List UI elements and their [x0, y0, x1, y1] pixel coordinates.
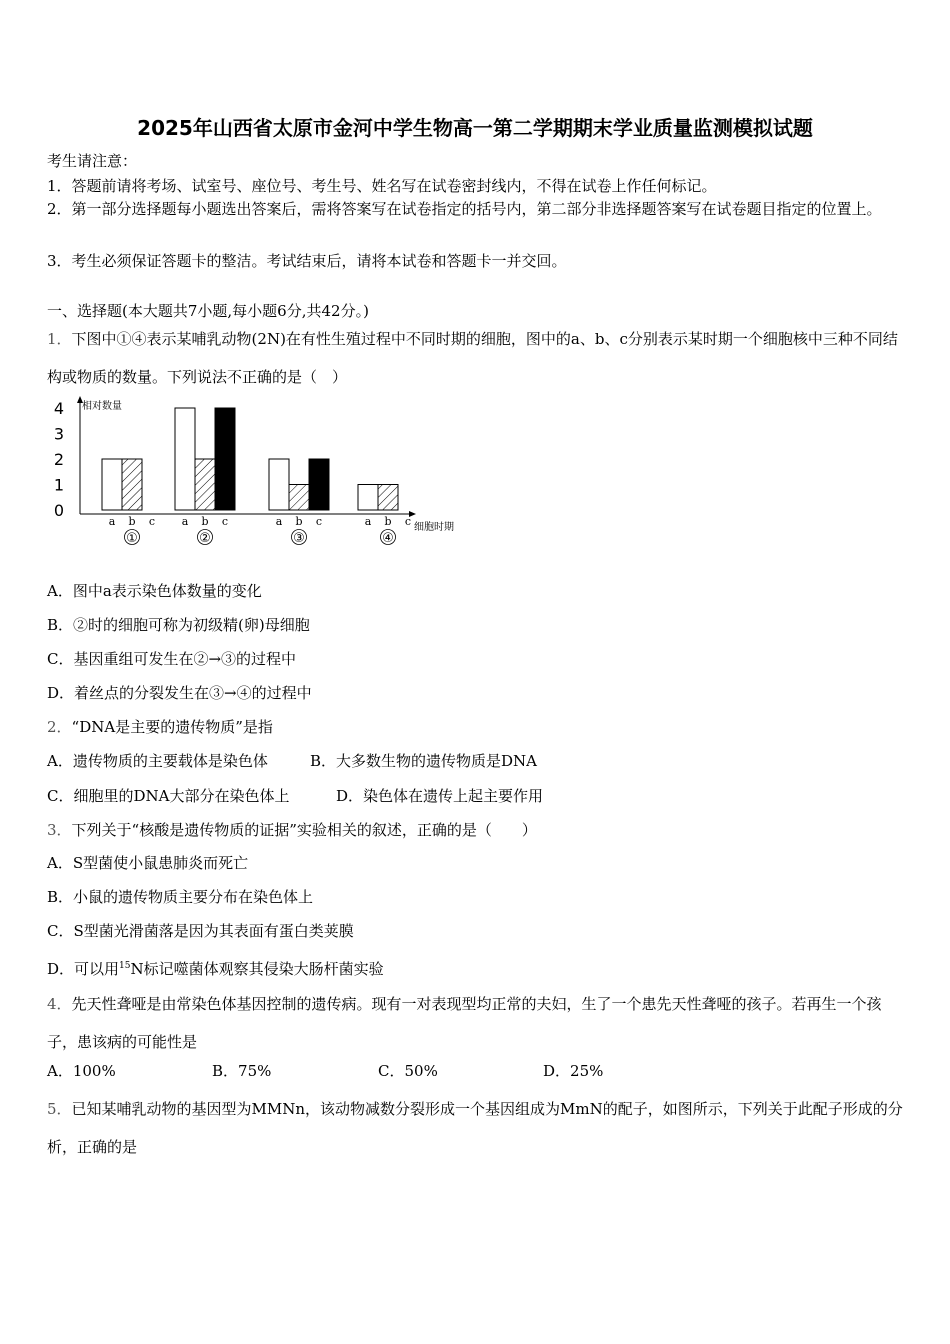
series-label-c: c	[315, 515, 323, 528]
series-label-b: b	[384, 515, 392, 528]
question-1	[47, 320, 907, 396]
document-title: 2025年山西省太原市金河中学生物高一第二学期期末学业质量监测模拟试题	[137, 116, 813, 140]
series-label-c: c	[404, 515, 412, 528]
notice-3: 3．考生必须保证答题卡的整洁。考试结束后，请将本试卷和答题卡一并交回。	[47, 252, 567, 270]
q1-option-b[interactable]: B．②时的细胞可称为初级精(卵)母细胞	[47, 616, 310, 634]
y-tick-label: 2	[53, 450, 64, 469]
q3-option-a[interactable]: A．S型菌使小鼠患肺炎而死亡	[47, 854, 249, 872]
bar-b-2	[195, 459, 215, 510]
q1-bar-chart	[40, 394, 480, 554]
question-number: 1．	[47, 330, 72, 348]
question-number: 3．	[47, 821, 72, 839]
series-label-a: a	[275, 515, 283, 528]
q2-option-d[interactable]: D．染色体在遗传上起主要作用	[336, 787, 544, 805]
notice-heading: 考生请注意：	[47, 152, 138, 170]
series-label-b: b	[128, 515, 136, 528]
q1-option-a[interactable]: A．图中a表示染色体数量的变化	[47, 582, 262, 600]
category-label: ②	[199, 531, 211, 546]
series-label-a: a	[364, 515, 372, 528]
bar-b-1	[122, 459, 142, 510]
notice-2: 2．第一部分选择题每小题选出答案后，需将答案写在试卷指定的括号内，第二部分非选择题答案写在试卷题目指定的位置上。	[47, 200, 882, 218]
q4-option-b[interactable]: B．75%	[212, 1062, 272, 1080]
question-4	[47, 985, 907, 1061]
question-text: 先天性聋哑是由常染色体基因控制的遗传病。现有一对表现型均正常的夫妇，生了一个患先天性聋哑的孩子。若再生一个孩子，患该病的可能性是	[47, 995, 882, 1051]
y-tick-label: 4	[53, 399, 64, 418]
section-heading: 一、选择题(本大题共7小题,每小题6分,共42分。)	[47, 302, 369, 320]
question-text: 下列关于“核酸是遗传物质的证据”实验相关的叙述，正确的是（ ）	[71, 821, 537, 839]
q4-option-a[interactable]: A．100%	[47, 1062, 116, 1080]
question-3	[47, 820, 537, 840]
q4-option-c[interactable]: C．50%	[378, 1062, 438, 1080]
y-tick-label: 1	[53, 475, 64, 495]
category-label: ①	[126, 531, 138, 546]
q1-option-d[interactable]: D．着丝点的分裂发生在③→④的过程中	[47, 684, 312, 702]
bar-a-3	[269, 459, 289, 510]
bar-c-3	[309, 459, 329, 510]
series-label-a: a	[181, 515, 189, 528]
question-2	[47, 717, 273, 737]
question-text: 下图中①④表示某哺乳动物(2N)在有性生殖过程中不同时期的细胞，图中的a、b、c分别表示某时期一个细胞核中三种不同结构或物质的数量。下列说法不正确的是（ ）	[47, 330, 898, 386]
bar-a-2	[175, 408, 195, 510]
q3-option-b[interactable]: B．小鼠的遗传物质主要分布在染色体上	[47, 888, 314, 906]
question-text: 已知某哺乳动物的基因型为MMNn，该动物减数分裂形成一个基因组成为MmN的配子，如图所示，下列关于此配子形成的分析，正确的是	[47, 1100, 903, 1156]
y-axis-label: 相对数量	[82, 401, 122, 412]
question-text: “DNA是主要的遗传物质”是指	[71, 718, 273, 736]
bar-c-2	[215, 408, 235, 510]
question-5	[47, 1090, 907, 1166]
x-axis-label: 细胞时期	[414, 522, 454, 533]
question-number: 5．	[47, 1100, 72, 1118]
q3-option-c[interactable]: C．S型菌光滑菌落是因为其表面有蛋白类荚膜	[47, 922, 354, 940]
series-label-a: a	[108, 515, 116, 528]
isotope-superscript: 15	[119, 961, 131, 971]
q3-option-d[interactable]	[47, 956, 384, 979]
bar-b-4	[378, 485, 398, 511]
notice-1: 1．答题前请将考场、试室号、座位号、考生号、姓名写在试卷密封线内，不得在试卷上作任何标记。	[47, 177, 717, 195]
series-label-b: b	[201, 515, 209, 528]
q2-option-b[interactable]: B．大多数生物的遗传物质是DNA	[310, 752, 538, 770]
y-tick-label: 3	[53, 424, 64, 444]
series-label-b: b	[295, 515, 303, 528]
category-label: ④	[382, 531, 394, 546]
series-label-c: c	[148, 515, 156, 528]
question-number: 4．	[47, 995, 72, 1013]
q3-option-d-suffix: N标记噬菌体观察其侵染大肠杆菌实验	[130, 960, 384, 978]
q3-option-d-prefix: D．可以用	[47, 960, 120, 978]
bar-a-1	[102, 459, 122, 510]
q2-option-a[interactable]: A．遗传物质的主要载体是染色体	[47, 752, 268, 770]
q4-option-d[interactable]: D．25%	[543, 1062, 604, 1080]
q1-option-c[interactable]: C．基因重组可发生在②→③的过程中	[47, 650, 297, 668]
question-number: 2．	[47, 718, 72, 736]
category-label: ③	[293, 531, 305, 546]
bar-b-3	[289, 485, 309, 511]
series-label-c: c	[221, 515, 229, 528]
y-tick-label: 0	[53, 501, 64, 520]
q2-option-c[interactable]: C．细胞里的DNA大部分在染色体上	[47, 787, 290, 805]
bar-a-4	[358, 485, 378, 511]
